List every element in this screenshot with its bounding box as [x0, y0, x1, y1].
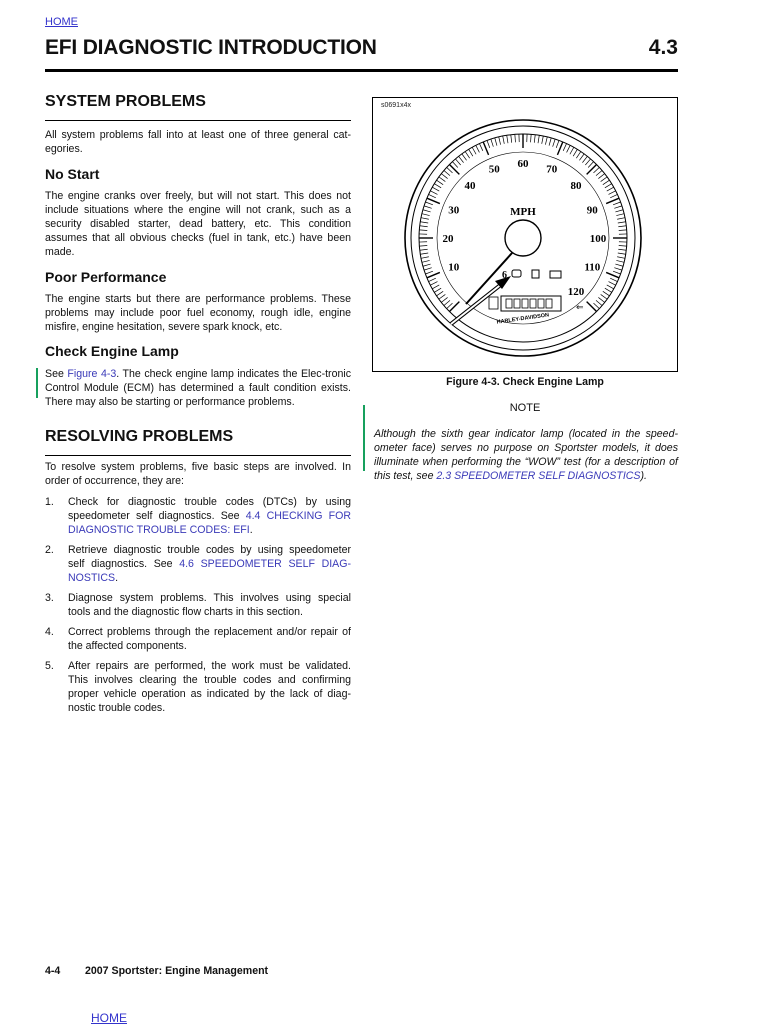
note-text	[374, 427, 678, 483]
gauge-tick	[459, 156, 464, 162]
gauge-number: 20	[443, 233, 455, 245]
gauge-number: 120	[568, 286, 585, 298]
gauge-number: 40	[464, 180, 476, 192]
gauge-tick	[434, 184, 441, 188]
gauge-tick	[607, 285, 614, 289]
gauge-number: 110	[584, 262, 600, 274]
step-number: 2.	[45, 543, 54, 557]
gauge-tick	[618, 222, 626, 223]
see-label: See	[45, 368, 67, 380]
gauge-tick	[420, 226, 428, 227]
gauge-number: 100	[590, 233, 607, 245]
needle-hub	[505, 220, 541, 256]
gauge-tick	[469, 149, 473, 156]
gauge-tick	[476, 145, 480, 152]
gauge-tick	[430, 191, 437, 195]
system-problems-intro: All system problems fall into at least one of three general cat-egories.	[45, 128, 351, 156]
check-engine-lamp-icon	[512, 270, 521, 277]
gauge-tick	[427, 198, 440, 203]
gauge-tick	[423, 264, 431, 266]
gauge-tick	[618, 249, 626, 250]
gauge-tick	[429, 194, 436, 197]
gauge-tick	[421, 218, 429, 220]
gauge-tick	[603, 291, 610, 295]
gauge-tick	[588, 162, 593, 168]
gauge-tick	[587, 164, 597, 174]
gauge-tick	[596, 300, 602, 305]
gauge-tick	[437, 291, 444, 295]
no-start-text: The engine cranks over freely, but will not start. This does not include situations where the engine will not crank, such as a security disabled starter, dead battery, etc. This condition assumes that all obvious checks (fuel in tank, etc.) have been made.	[45, 189, 351, 259]
gauge-tick	[421, 257, 429, 259]
gauge-tick	[603, 180, 610, 184]
step-number: 3.	[45, 591, 54, 605]
gauge-tick	[607, 187, 614, 191]
check-engine-lamp-body: . The check engine lamp indicates the Elec-tronic Control Module (ECM) has determined a fault condition exists. There may also be starting or performance problems.	[45, 368, 351, 408]
gauge-tick	[424, 268, 432, 270]
gauge-tick	[610, 194, 617, 197]
figure-frame	[372, 97, 678, 372]
gauge-tick	[606, 272, 619, 277]
heading-rule	[45, 455, 351, 456]
page-number: 4-4	[45, 965, 85, 977]
step-text: Correct problems through the replacement and/or repair of the affected components.	[68, 626, 351, 652]
gauge-tick	[487, 140, 490, 148]
no-start-heading: No Start	[45, 165, 99, 183]
odometer-digits	[506, 299, 552, 308]
gauge-tick	[452, 162, 457, 168]
gauge-tick	[444, 300, 450, 305]
gauge-tick	[601, 177, 607, 182]
gauge-tick	[570, 147, 574, 154]
gauge-tick	[614, 268, 622, 270]
list-item	[45, 495, 351, 537]
gauge-tick	[605, 184, 612, 188]
gauge-tick	[495, 138, 497, 146]
gauge-tick	[616, 260, 624, 262]
step-text: After repairs are performed, the work must be validated. This involves clearing the trouble codes and confirming proper vehicle operation as indicated by the lack of diag-nostic trouble codes.	[68, 660, 351, 714]
fuel-lamp-icon	[532, 270, 539, 278]
gauge-tick	[444, 170, 450, 175]
gauge-tick	[585, 159, 590, 165]
gauge-tick	[429, 278, 436, 281]
footer-title: 2007 Sportster: Engine Management	[85, 965, 268, 977]
gauge-tick	[534, 135, 535, 143]
sixth-gear-indicator: 6	[502, 270, 507, 281]
gauge-tick	[593, 303, 599, 308]
gauge-tick	[424, 206, 432, 208]
gauge-tick	[582, 156, 587, 162]
gauge-tick	[606, 198, 619, 203]
gauge-tick	[617, 218, 625, 220]
step-number: 1.	[45, 495, 54, 509]
page-title: EFI DIAGNOSTIC INTRODUCTION	[45, 36, 377, 60]
gauge-tick	[499, 137, 501, 145]
heading-rule	[45, 120, 351, 121]
figure-id: s0691x4x	[381, 102, 411, 109]
gauge-tick	[576, 152, 580, 159]
poor-performance-heading: Poor Performance	[45, 268, 166, 286]
step-after: .	[250, 524, 253, 536]
gauge-tick	[420, 249, 428, 250]
gauge-tick	[423, 210, 431, 212]
turn-signal-icon: ⇐	[576, 302, 584, 312]
heading-text: SYSTEM PROBLEMS	[45, 92, 351, 112]
speedometer-diagnostics-link[interactable]: 4.6 SPEEDOMETER SELF DIAG-NOSTICS	[68, 558, 351, 584]
list-item	[45, 543, 351, 585]
speedometer-self-diagnostics-link[interactable]: 2.3 SPEEDOMETER SELF DIAGNOSTICS	[436, 470, 640, 482]
gauge-tick	[609, 191, 616, 195]
gauge-tick	[483, 142, 488, 155]
gauge-tick	[449, 302, 459, 312]
gauge-tick	[616, 214, 624, 216]
gauge-tick	[447, 167, 453, 172]
header-rule	[45, 69, 678, 72]
gauge-tick	[419, 230, 427, 231]
gauge-tick	[507, 135, 508, 143]
gauge-tick	[619, 230, 627, 231]
home-link-bottom[interactable]: HOME	[91, 1011, 127, 1025]
step-text: Check for diagnostic trouble codes (DTCs) by using speedometer self diagnostics. See	[68, 496, 351, 522]
step-text: Diagnose system problems. This involves using special tools and the diagnostic flow charts in this section.	[68, 592, 351, 618]
step-number: 5.	[45, 659, 54, 673]
gauge-tick	[618, 226, 626, 227]
note-label: NOTE	[372, 402, 678, 414]
gauge-tick	[479, 144, 482, 151]
gauge-tick	[557, 142, 562, 155]
gauge-tick	[587, 302, 597, 312]
gauge-tick	[422, 214, 430, 216]
gauge-tick	[432, 187, 439, 191]
gauge-tick	[455, 159, 460, 165]
battery-lamp-icon	[550, 271, 561, 278]
step-number: 4.	[45, 625, 54, 639]
gauge-tick	[439, 294, 445, 299]
gauge-tick	[472, 147, 476, 154]
change-bar	[36, 368, 38, 398]
gauge-tick	[596, 170, 602, 175]
gauge-tick	[549, 138, 551, 146]
gauge-tick	[609, 282, 616, 286]
note-after: ).	[641, 470, 647, 482]
gauge-tick	[567, 145, 571, 152]
gauge-tick	[531, 134, 532, 142]
gauge-tick	[465, 152, 469, 159]
gauge-tick	[619, 246, 627, 247]
gauge-tick	[563, 144, 566, 151]
gauge-tick	[430, 282, 437, 286]
gauge-tick	[515, 134, 516, 142]
step-text: Retrieve diagnostic trouble codes by using speedometer self diagnostics. See	[68, 544, 351, 570]
gauge-tick	[432, 285, 439, 289]
list-item	[45, 625, 351, 653]
gauge-tick	[420, 222, 428, 223]
brand-label: HARLEY-DAVIDSON	[496, 312, 549, 325]
check-engine-lamp-text	[45, 367, 351, 409]
note-body: Although the sixth gear indicator lamp (located in the speed-ometer face) serves no purpose on Sportster models, it does illuminate when performing the “WOW” test (for a description of this test, see	[374, 428, 678, 482]
step-after: .	[115, 572, 118, 584]
gauge-tick	[605, 288, 612, 292]
gauge-tick	[598, 174, 604, 179]
home-link-top[interactable]: HOME	[45, 16, 78, 28]
system-problems-heading	[45, 92, 351, 130]
gauge-number: 70	[546, 164, 558, 176]
gauge-number: 80	[571, 180, 583, 192]
gauge-tick	[511, 135, 512, 143]
gauge-tick	[449, 164, 459, 174]
check-engine-lamp-heading: Check Engine Lamp	[45, 342, 179, 360]
gauge-tick	[425, 202, 433, 205]
gauge-tick	[419, 246, 427, 247]
gear-indicator-box	[489, 297, 498, 309]
gauge-tick	[556, 140, 559, 148]
speedometer-illustration	[373, 98, 677, 371]
gauge-tick	[441, 297, 447, 302]
gauge-tick	[573, 149, 577, 156]
figure-4-3-link[interactable]: Figure 4-3	[67, 368, 116, 380]
heading-text: RESOLVING PROBLEMS	[45, 427, 351, 447]
resolving-problems-intro: To resolve system problems, five basic steps are involved. In order of occurrence, they are:	[45, 460, 351, 488]
gauge-tick	[427, 272, 440, 277]
section-number: 4.3	[649, 36, 678, 60]
gauge-tick	[462, 154, 467, 160]
checking-dtc-link[interactable]: 4.4 CHECKING FOR DIAGNOSTIC TROUBLE CODES: EFI	[68, 510, 351, 536]
gauge-tick	[447, 303, 453, 308]
gauge-tick	[610, 278, 617, 281]
gauge-tick	[553, 139, 555, 147]
gauge-tick	[538, 135, 539, 143]
poor-performance-text: The engine starts but there are performance problems. These problems may include poor fuel economy, rough idle, engine misfire, engine hesitation, severe spark knock, etc.	[45, 292, 351, 334]
gauge-number: 10	[448, 262, 460, 274]
gauge-tick	[615, 264, 623, 266]
gauge-tick	[615, 210, 623, 212]
gauge-number: 60	[518, 158, 530, 170]
gauge-tick	[434, 288, 441, 292]
gauge-tick	[491, 139, 493, 147]
gauge-tick	[503, 136, 505, 144]
gauge-number: 30	[448, 204, 460, 216]
gauge-tick	[439, 177, 445, 182]
gauge-tick	[613, 202, 621, 205]
gauge-tick	[613, 271, 621, 274]
gauge-tick	[617, 257, 625, 259]
gauge-unit-label: MPH	[510, 206, 536, 218]
gauge-tick	[422, 260, 430, 262]
list-item	[45, 591, 351, 619]
gauge-tick	[579, 154, 584, 160]
gauge-tick	[437, 180, 444, 184]
gauge-tick	[593, 167, 599, 172]
gauge-tick	[545, 137, 547, 145]
change-bar	[363, 405, 365, 471]
gauge-tick	[598, 297, 604, 302]
figure-caption: Figure 4-3. Check Engine Lamp	[372, 376, 678, 388]
gauge-tick	[618, 253, 626, 254]
gauge-number: 90	[587, 204, 599, 216]
gauge-tick	[425, 271, 433, 274]
gauge-tick	[420, 253, 428, 254]
steps-list	[45, 495, 351, 721]
list-item	[45, 659, 351, 715]
page-footer	[45, 965, 268, 977]
gauge-number: 50	[489, 164, 501, 176]
gauge-tick	[542, 136, 544, 144]
gauge-tick	[441, 174, 447, 179]
gauge-tick	[601, 294, 607, 299]
gauge-tick	[614, 206, 622, 208]
